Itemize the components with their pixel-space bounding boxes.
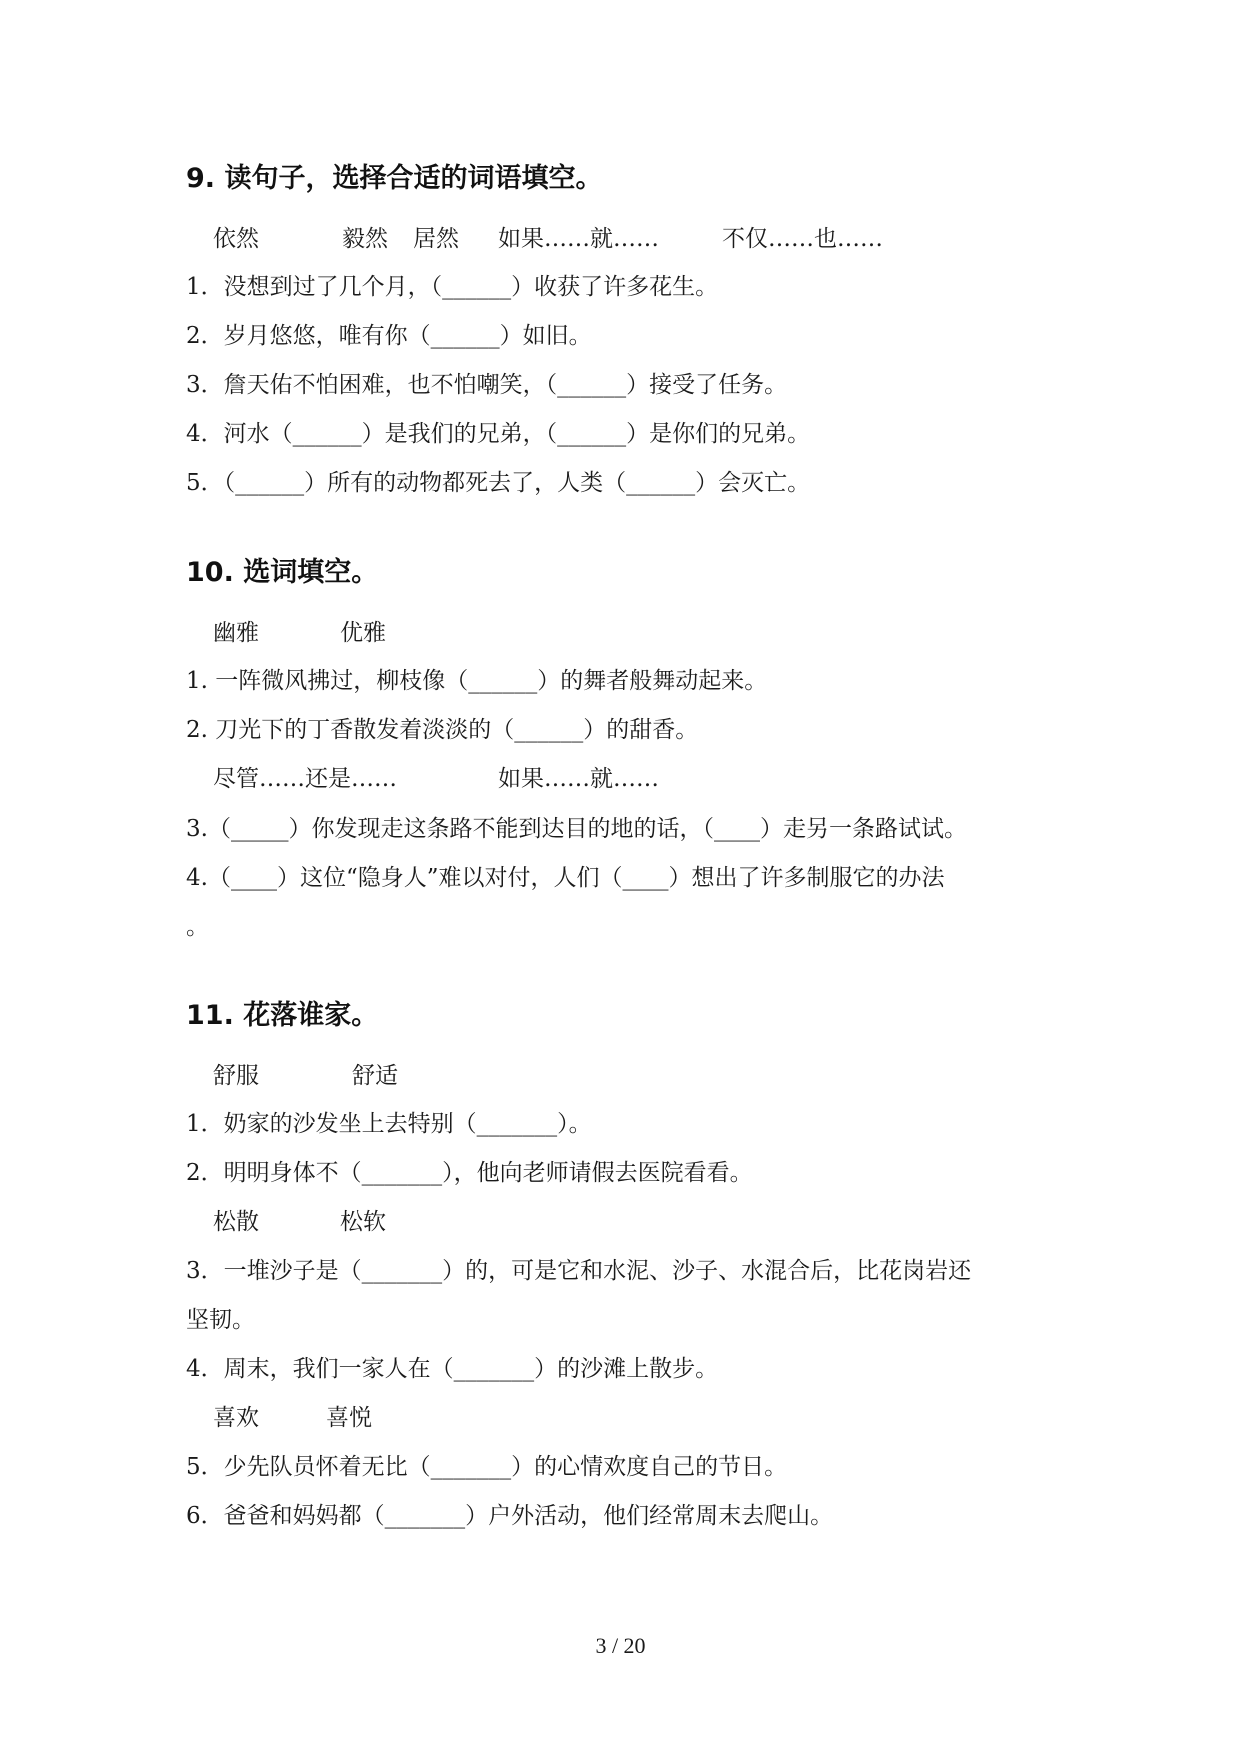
word-option: 松散 bbox=[213, 1209, 259, 1235]
page-number: 3 / 20 bbox=[595, 1633, 646, 1658]
section-11-heading: 11. 花落谁家。 bbox=[186, 1000, 379, 1031]
word-option: 舒适 bbox=[352, 1063, 398, 1089]
word-option: 尽管……还是…… bbox=[213, 766, 397, 792]
fill-blank-item: 1．没想到过了几个月，（______）收获了许多花生。 bbox=[186, 274, 719, 300]
word-option: 喜悦 bbox=[326, 1405, 372, 1431]
word-option: 居然 bbox=[413, 226, 459, 252]
fill-blank-item: 5．（______）所有的动物都死去了，人类（______）会灭亡。 bbox=[186, 470, 811, 496]
section-10-heading: 10. 选词填空。 bbox=[186, 557, 379, 588]
fill-blank-item: 4．周末，我们一家人在（_______）的沙滩上散步。 bbox=[186, 1356, 719, 1382]
fill-blank-item: 3.（_____）你发现走这条路不能到达目的地的话，（____）走另一条路试试。 bbox=[186, 816, 967, 842]
word-option: 如果……就…… bbox=[498, 226, 659, 252]
fill-blank-item: 4．河水（______）是我们的兄弟，（______）是你们的兄弟。 bbox=[186, 421, 811, 447]
word-option: 毅然 bbox=[342, 226, 388, 252]
fill-blank-item: 1. 一阵微风拂过，柳枝像（______）的舞者般舞动起来。 bbox=[186, 668, 768, 694]
word-option: 依然 bbox=[213, 226, 259, 252]
word-option: 舒服 bbox=[213, 1063, 259, 1089]
fill-blank-item: 6．爸爸和妈妈都（_______）户外活动，他们经常周末去爬山。 bbox=[186, 1503, 834, 1529]
fill-blank-item: 2．明明身体不（_______），他向老师请假去医院看看。 bbox=[186, 1160, 753, 1186]
fill-blank-item: 2．岁月悠悠，唯有你（______）如旧。 bbox=[186, 323, 592, 349]
fill-blank-item: 4.（____）这位“隐身人”难以对付，人们（____）想出了许多制服它的办法 bbox=[186, 865, 945, 891]
section-9-heading: 9. 读句子，选择合适的词语填空。 bbox=[186, 163, 603, 194]
word-option: 幽雅 bbox=[213, 620, 259, 646]
fill-blank-item-continuation: 坚韧。 bbox=[186, 1307, 255, 1333]
word-option: 不仅……也…… bbox=[722, 226, 883, 252]
word-option: 优雅 bbox=[340, 620, 386, 646]
word-option: 如果……就…… bbox=[498, 766, 659, 792]
word-option: 喜欢 bbox=[213, 1405, 259, 1431]
fill-blank-item-continuation: 。 bbox=[186, 914, 209, 940]
fill-blank-item: 1．奶家的沙发坐上去特别（_______）。 bbox=[186, 1111, 592, 1137]
fill-blank-item: 5．少先队员怀着无比（_______）的心情欢度自己的节日。 bbox=[186, 1454, 788, 1480]
fill-blank-item: 3．一堆沙子是（_______）的，可是它和水泥、沙子、水混合后，比花岗岩还 bbox=[186, 1258, 972, 1284]
fill-blank-item: 3．詹天佑不怕困难，也不怕嘲笑，（______）接受了任务。 bbox=[186, 372, 788, 398]
fill-blank-item: 2. 刀光下的丁香散发着淡淡的（______）的甜香。 bbox=[186, 717, 699, 743]
word-option: 松软 bbox=[340, 1209, 386, 1235]
